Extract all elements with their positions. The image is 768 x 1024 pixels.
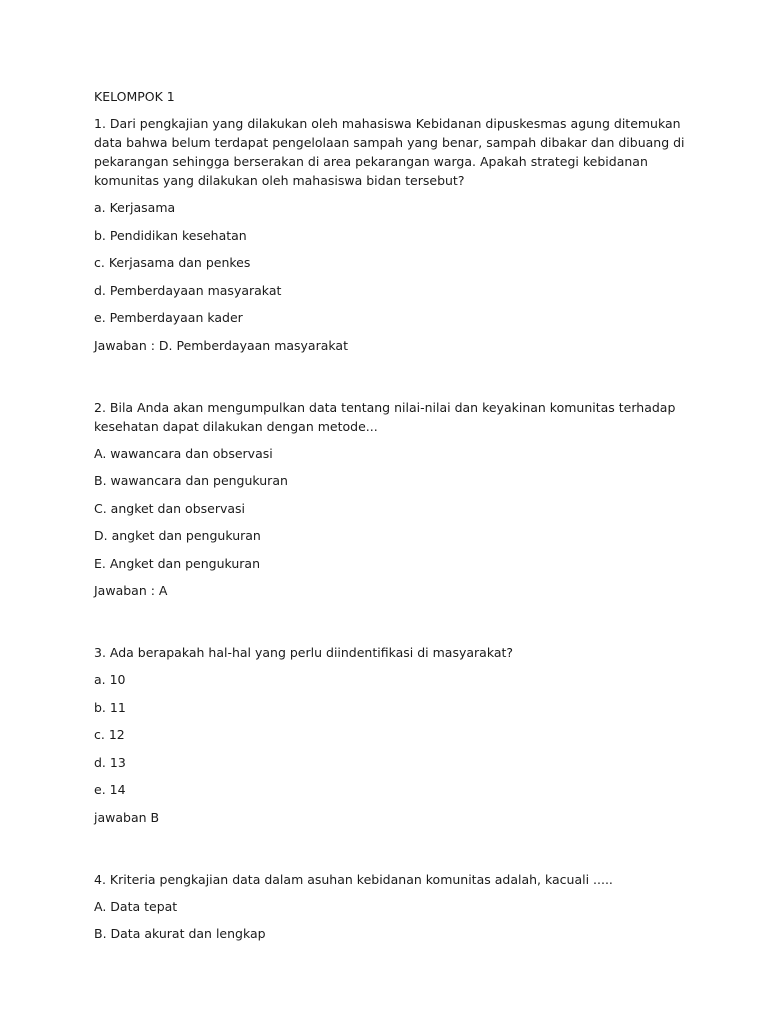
answer-option: B. wawancara dan pengukuran bbox=[94, 473, 288, 488]
spacer bbox=[94, 363, 688, 398]
question-stem: 1. Dari pengkajian yang dilakukan oleh mahasiswa Kebidanan dipuskesmas agung ditemukan data bahwa belum terdapat pengelolaan sampah yang benar, sampah dibakar dan dibuang di pekarangan sehingga berserakan di area pekarangan warga. Apakah strategi kebidanan komunitas yang dilakukan oleh mahasiswa bidan tersebut? bbox=[94, 116, 685, 188]
answer-option: D. angket dan pengukuran bbox=[94, 528, 261, 543]
answer-option: E. Angket dan pengukuran bbox=[94, 555, 261, 571]
spacer bbox=[94, 608, 688, 643]
answer-option: e. 14 bbox=[94, 782, 126, 797]
question-stem: 4. Kriteria pengkajian data dalam asuhan kebidanan komunitas adalah, kacuali ..... bbox=[94, 871, 613, 887]
answer-option: b. Pendidikan kesehatan bbox=[94, 227, 247, 243]
question-stem: 3. Ada berapakah hal-hal yang perlu diindentifikasi di masyarakat? bbox=[94, 645, 514, 660]
question-3 bbox=[94, 643, 688, 827]
question-1 bbox=[94, 114, 688, 355]
answer-option: a. Kerjasama bbox=[94, 200, 176, 215]
question-stem: 2. Bila Anda akan mengumpulkan data tentang nilai-nilai dan keyakinan komunitas terhadap kesehatan dapat dilakukan dengan metode... bbox=[94, 399, 676, 434]
spacer bbox=[94, 835, 688, 870]
answer-option: c. Kerjasama dan penkes bbox=[94, 255, 251, 270]
answer-key: Jawaban : A bbox=[94, 583, 168, 598]
answer-option: B. Data akurat dan lengkap bbox=[94, 926, 266, 941]
answer-key: jawaban B bbox=[94, 809, 160, 825]
answer-option: b. 11 bbox=[94, 699, 126, 715]
answer-option: A. wawancara dan observasi bbox=[94, 445, 273, 461]
answer-option: C. angket dan observasi bbox=[94, 500, 246, 516]
answer-option: e. Pemberdayaan kader bbox=[94, 310, 243, 325]
question-4 bbox=[94, 870, 688, 944]
answer-option: c. 12 bbox=[94, 727, 125, 742]
answer-option: a. 10 bbox=[94, 672, 126, 687]
answer-option: d. 13 bbox=[94, 754, 126, 770]
document-heading: KELOMPOK 1 bbox=[94, 89, 175, 104]
answer-option: A. Data tepat bbox=[94, 898, 178, 914]
question-2 bbox=[94, 398, 688, 601]
answer-option: d. Pemberdayaan masyarakat bbox=[94, 282, 282, 298]
answer-key: Jawaban : D. Pemberdayaan masyarakat bbox=[94, 337, 348, 353]
